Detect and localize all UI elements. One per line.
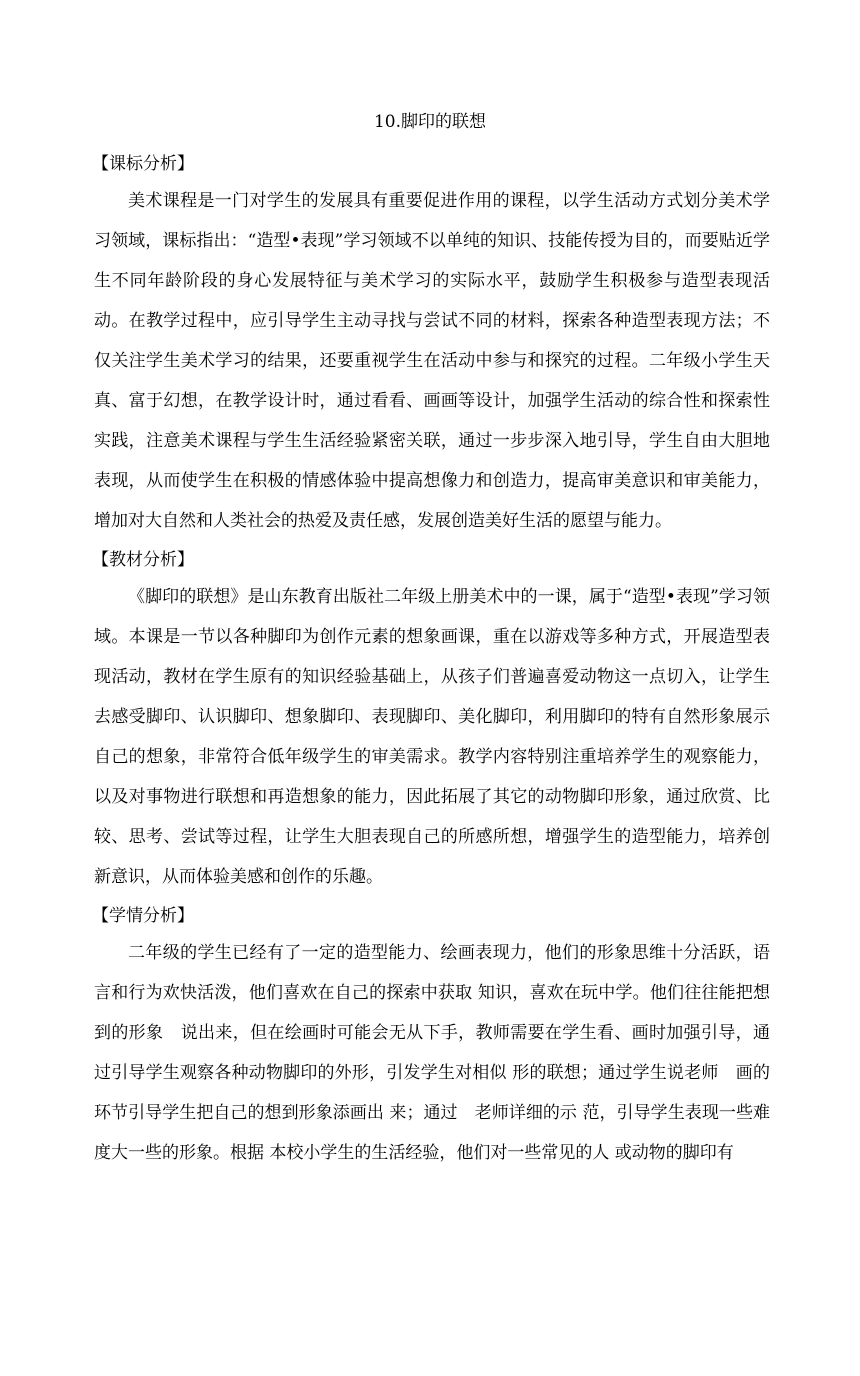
section-paragraph: 美术课程是一门对学生的发展具有重要促进作用的课程，以学生活动方式划分美术学习领域，课标指出：“造型•表现”学习领域不以单纯的知识、技能传授为目的，而要贴近学生不同年龄阶段的身心发展特征与美术学习的实际水平，鼓励学生积极参与造型表现活动。在教学过程中，应引导学生主动寻找与尝试不同的材料，探索各种造型表现方法；不仅关注学生美术学习的结果，还要重视学生在活动中参与和探究的过程。二年级小学生天真、富于幻想，在教学设计时，通过看看、画画等设计，加强学生活动的综合性和探索性实践，注意美术课程与学生生活经验紧密关联，通过一步步深入地引导，学生自由大胆地表现，从而使学生在积极的情感体验中提高想像力和创造力，提高审美意识和审美能力，增加对大自然和人类社会的热爱及责任感，发展创造美好生活的愿望与能力。 (94, 191, 770, 531)
section-student-analysis (94, 899, 770, 1173)
section-heading: 【教材分析】 (92, 550, 194, 570)
document-body (94, 147, 770, 1173)
document-title: 10.脚印的联想 (373, 112, 487, 132)
section-paragraph: 二年级的学生已经有了一定的造型能力、绘画表现力，他们的形象思维十分活跃，语言和行为欢快活泼，他们喜欢在自己的探索中获取 知识，喜欢在玩中学。他们往往能把想到的形象 说出来，但在绘画时可能会无从下手，教师需要在学生看、画时加强引导，通过引导学生观察各种动物脚印的外形，引发学生对相似 形的联想；通过学生说老师 画的环节引导学生把自己的想到形象添画出 来；通过 老师详细的示 范，引导学生表现一些难度大一些的形象。根据 本校小学生的生活经验，他们对一些常见的人 或动物的脚印有 (94, 943, 770, 1163)
section-heading: 【学情分析】 (92, 906, 194, 926)
section-textbook-analysis (94, 543, 770, 897)
section-curriculum-analysis (94, 147, 770, 541)
section-heading: 【课标分析】 (92, 154, 194, 174)
section-paragraph: 《脚印的联想》是山东教育出版社二年级上册美术中的一课，属于“造型•表现”学习领域。本课是一节以各种脚印为创作元素的想象画课，重在以游戏等多种方式，开展造型表现活动，教材在学生原有的知识经验基础上，从孩子们普遍喜爱动物这一点切入，让学生去感受脚印、认识脚印、想象脚印、表现脚印、美化脚印，利用脚印的特有自然形象展示自己的想象，非常符合低年级学生的审美需求。教学内容特别注重培养学生的观察能力，以及对事物进行联想和再造想象的能力，因此拓展了其它的动物脚印形象，通过欣赏、比较、思考、尝试等过程，让学生大胆表现自己的所感所想，增强学生的造型能力，培养创新意识，从而体验美感和创作的乐趣。 (94, 587, 770, 887)
